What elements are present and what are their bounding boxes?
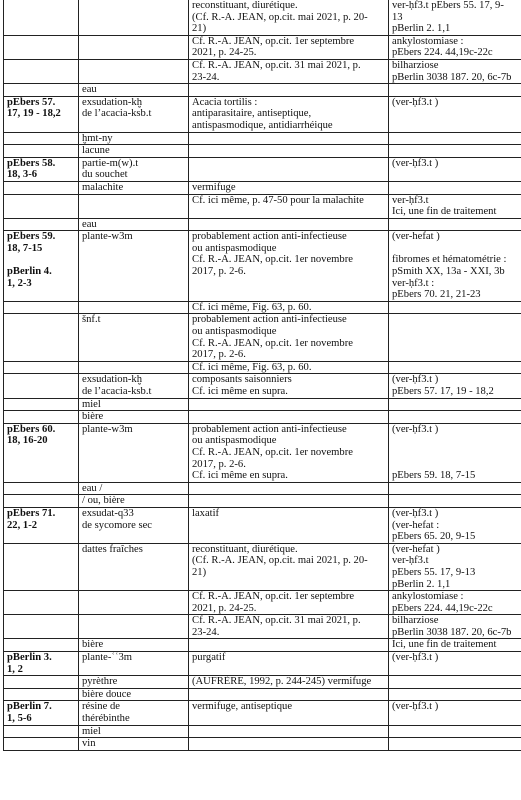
cell-c4 xyxy=(389,482,521,495)
cell-text: pEbers 57. 17, 19 - 18,2 xyxy=(7,96,61,120)
cell-text: Cf. ici même, p. 47-50 pour la malachite xyxy=(192,194,364,206)
cell-c2 xyxy=(79,374,189,398)
cell-text: Acacia tortilis : antiparasitaire, antiseptique, antispasmodique, antidiarrhéique xyxy=(192,96,333,131)
cell-text: dattes fraîches xyxy=(82,543,143,555)
cell-c1 xyxy=(4,231,79,302)
cell-c2 xyxy=(79,218,189,231)
table-row xyxy=(4,181,521,194)
cell-c3 xyxy=(189,738,389,751)
cell-text: Cf. R.-A. JEAN, op.cit. 31 mai 2021, p. 23-24. xyxy=(192,59,361,83)
cell-text: purgatif xyxy=(192,652,226,664)
cell-text: eau xyxy=(82,218,97,230)
cell-c2 xyxy=(79,591,189,615)
cell-c1 xyxy=(4,301,79,314)
cell-text: probablement action anti-infectieuse ou antispasmodique Cf. R.-A. JEAN, op.cit. 1er novembre 2017, p. 2-6. xyxy=(192,231,353,278)
cell-c4 xyxy=(389,181,521,194)
cell-c3 xyxy=(189,84,389,97)
cell-c1 xyxy=(4,218,79,231)
cell-text: bilharziose pBerlin 3038 187. 20, 6c-7b xyxy=(392,615,512,638)
cell-c3 xyxy=(189,231,389,302)
cell-text: pEbers 59. 18, 7-15 pBerlin 4. 1, 2-3 xyxy=(7,231,56,289)
cell-c3 xyxy=(189,591,389,615)
cell-text: bière xyxy=(82,639,104,651)
cell-text: (ver-ḥf3.t ) xyxy=(392,157,439,169)
cell-c2 xyxy=(79,701,189,725)
cell-c2 xyxy=(79,157,189,181)
table-row xyxy=(4,132,521,145)
cell-c1 xyxy=(4,361,79,374)
cell-c1 xyxy=(4,725,79,738)
cell-text: ver-ḥf3.t pEbers 55. 17, 9- 13 pBerlin 2. 1,1 xyxy=(392,0,504,35)
cell-c1 xyxy=(4,157,79,181)
table-row xyxy=(4,218,521,231)
cell-c4 xyxy=(389,96,521,132)
cell-text: lacune xyxy=(82,145,110,157)
cell-c3 xyxy=(189,301,389,314)
cell-c1 xyxy=(4,59,79,83)
cell-c2 xyxy=(79,314,189,361)
cell-c2 xyxy=(79,652,189,676)
cell-c3 xyxy=(189,145,389,158)
table-row xyxy=(4,231,521,302)
cell-c1 xyxy=(4,639,79,652)
cell-c1 xyxy=(4,145,79,158)
cell-text: plante-ʿʿ3m xyxy=(82,652,133,664)
cell-c3 xyxy=(189,725,389,738)
cell-text: Cf. ici même, Fig. 63, p. 60. xyxy=(192,361,312,373)
cell-c1 xyxy=(4,495,79,508)
cell-c2 xyxy=(79,615,189,639)
cell-text: (ver-ḥf3.t ) xyxy=(392,96,439,108)
cell-c4 xyxy=(389,84,521,97)
cell-c4 xyxy=(389,145,521,158)
table-row xyxy=(4,96,521,132)
cell-c2 xyxy=(79,231,189,302)
cell-c3 xyxy=(189,701,389,725)
cell-c4 xyxy=(389,676,521,689)
cell-text: Cf. R.-A. JEAN, op.cit. 1er septembre 2021, p. 24-25. xyxy=(192,591,355,614)
cell-c3 xyxy=(189,507,389,543)
cell-c3 xyxy=(189,639,389,652)
cell-c1 xyxy=(4,615,79,639)
cell-c1 xyxy=(4,314,79,361)
table-row xyxy=(4,688,521,701)
cell-c1 xyxy=(4,374,79,398)
cell-text: (ver-hefat ) fibromes et hématométrie : pSmith XX, 13a - XXI, 3b ver-ḥf3.t : pEbers 70. 21, 21-23 xyxy=(392,231,507,301)
cell-text: (ver-hefat ) ver-ḥf3.t pEbers 55. 17, 9-13 pBerlin 2. 1,1 xyxy=(392,543,476,590)
table-row xyxy=(4,361,521,374)
cell-c2 xyxy=(79,84,189,97)
cell-text: (ver-ḥf3.t ) pEbers 59. 18, 7-15 xyxy=(392,423,476,482)
cell-text: pyrèthre xyxy=(82,676,118,688)
cell-c2 xyxy=(79,35,189,59)
table-row xyxy=(4,59,521,83)
table-row xyxy=(4,738,521,751)
table-row xyxy=(4,701,521,725)
cell-c3 xyxy=(189,495,389,508)
cell-c3 xyxy=(189,482,389,495)
cell-c1 xyxy=(4,676,79,689)
table-row xyxy=(4,314,521,361)
cell-c3 xyxy=(189,374,389,398)
cell-c4 xyxy=(389,361,521,374)
cell-text: pEbers 60. 18, 16-20 xyxy=(7,423,56,447)
cell-c1 xyxy=(4,507,79,543)
cell-c2 xyxy=(79,423,189,482)
cell-c4 xyxy=(389,591,521,615)
cell-text: vermifuge xyxy=(192,181,236,193)
cell-c3 xyxy=(189,676,389,689)
cell-c1 xyxy=(4,194,79,218)
cell-c2 xyxy=(79,507,189,543)
cell-text: pEbers 58. 18, 3-6 xyxy=(7,157,56,181)
cell-text: laxatif xyxy=(192,507,220,519)
cell-text: eau / xyxy=(82,482,103,494)
cell-c4 xyxy=(389,157,521,181)
cell-c3 xyxy=(189,194,389,218)
cell-c2 xyxy=(79,482,189,495)
cell-c4 xyxy=(389,738,521,751)
cell-c3 xyxy=(189,35,389,59)
cell-c4 xyxy=(389,35,521,59)
cell-c1 xyxy=(4,35,79,59)
table-row xyxy=(4,398,521,411)
cell-c2 xyxy=(79,543,189,590)
cell-c4 xyxy=(389,507,521,543)
table-row xyxy=(4,0,521,35)
cell-text: ankylostomiase : pEbers 224. 44,19c-22c xyxy=(392,35,493,59)
cell-text: eau xyxy=(82,84,97,96)
cell-c2 xyxy=(79,194,189,218)
table-row xyxy=(4,482,521,495)
cell-c1 xyxy=(4,132,79,145)
cell-text: reconstituant, diurétique. (Cf. R.-A. JEAN, op.cit. mai 2021, p. 20- 21) xyxy=(192,543,368,578)
cell-text: bilharziose pBerlin 3038 187. 20, 6c-7b xyxy=(392,59,512,83)
cell-c2 xyxy=(79,96,189,132)
cell-c2 xyxy=(79,688,189,701)
table-row xyxy=(4,639,521,652)
cell-c4 xyxy=(389,398,521,411)
table-row xyxy=(4,543,521,590)
cell-c4 xyxy=(389,218,521,231)
cell-text: Cf. R.-A. JEAN, op.cit. 1er septembre 2021, p. 24-25. xyxy=(192,35,355,59)
remedies-table xyxy=(3,0,521,751)
cell-c3 xyxy=(189,181,389,194)
cell-c4 xyxy=(389,423,521,482)
cell-c2 xyxy=(79,725,189,738)
table-row xyxy=(4,194,521,218)
table-row xyxy=(4,615,521,639)
cell-c1 xyxy=(4,482,79,495)
table-row xyxy=(4,157,521,181)
cell-c1 xyxy=(4,411,79,424)
cell-c3 xyxy=(189,218,389,231)
cell-c1 xyxy=(4,84,79,97)
cell-c2 xyxy=(79,738,189,751)
cell-c3 xyxy=(189,132,389,145)
cell-text: miel xyxy=(82,725,101,737)
cell-c4 xyxy=(389,543,521,590)
cell-c4 xyxy=(389,194,521,218)
cell-c2 xyxy=(79,411,189,424)
cell-c4 xyxy=(389,59,521,83)
cell-text: partie-m(w).t du souchet xyxy=(82,157,139,181)
cell-text: Ici, une fin de traitement xyxy=(392,639,497,651)
cell-c1 xyxy=(4,0,79,35)
table-row xyxy=(4,725,521,738)
cell-c4 xyxy=(389,639,521,652)
table-row xyxy=(4,374,521,398)
cell-c1 xyxy=(4,701,79,725)
cell-text: Cf. R.-A. JEAN, op.cit. 31 mai 2021, p. 23-24. xyxy=(192,615,361,638)
cell-text: bière douce xyxy=(82,688,132,700)
cell-c2 xyxy=(79,639,189,652)
cell-c3 xyxy=(189,411,389,424)
cell-c4 xyxy=(389,314,521,361)
cell-text: malachite xyxy=(82,181,124,193)
cell-c1 xyxy=(4,423,79,482)
cell-c3 xyxy=(189,398,389,411)
cell-text: exsudation-kḫ de l’acacia-ksb.t xyxy=(82,96,152,120)
cell-text: (ver-ḥf3.t ) xyxy=(392,701,439,713)
cell-text: Cf. ici même, Fig. 63, p. 60. xyxy=(192,301,312,313)
cell-text: ankylostomiase : pEbers 224. 44,19c-22c xyxy=(392,591,493,614)
cell-c2 xyxy=(79,676,189,689)
cell-text: composants saisonniers Cf. ici même en supra. xyxy=(192,374,292,397)
cell-c4 xyxy=(389,301,521,314)
cell-text: ḫmt-ny xyxy=(82,132,113,144)
cell-text: vin xyxy=(82,738,96,750)
table-row xyxy=(4,84,521,97)
cell-c3 xyxy=(189,59,389,83)
cell-c3 xyxy=(189,314,389,361)
cell-text: miel xyxy=(82,398,101,410)
table-row xyxy=(4,507,521,543)
cell-c3 xyxy=(189,652,389,676)
cell-c1 xyxy=(4,96,79,132)
cell-c2 xyxy=(79,301,189,314)
cell-c3 xyxy=(189,543,389,590)
cell-c2 xyxy=(79,145,189,158)
table-row xyxy=(4,423,521,482)
cell-text: pBerlin 7. 1, 5-6 xyxy=(7,701,52,725)
cell-c4 xyxy=(389,701,521,725)
cell-text: pEbers 71. 22, 1-2 xyxy=(7,507,56,531)
cell-c1 xyxy=(4,398,79,411)
cell-text: / ou, bière xyxy=(82,495,125,507)
cell-c1 xyxy=(4,181,79,194)
cell-c1 xyxy=(4,591,79,615)
table-body xyxy=(4,0,521,750)
cell-text: probablement action anti-infectieuse ou antispasmodique Cf. R.-A. JEAN, op.cit. 1er novembre 2017, p. 2-6. xyxy=(192,314,353,361)
cell-text: exsudat-q33 de sycomore sec xyxy=(82,507,153,531)
cell-c2 xyxy=(79,181,189,194)
cell-c4 xyxy=(389,132,521,145)
cell-c3 xyxy=(189,0,389,35)
cell-c4 xyxy=(389,615,521,639)
cell-c4 xyxy=(389,374,521,398)
cell-text: šnf.t xyxy=(82,314,101,326)
cell-c3 xyxy=(189,96,389,132)
cell-text: (ver-ḥf3.t ) pEbers 57. 17, 19 - 18,2 xyxy=(392,374,494,397)
cell-c2 xyxy=(79,0,189,35)
cell-c4 xyxy=(389,652,521,676)
cell-text: reconstituant, diurétique. (Cf. R.-A. JEAN, op.cit. mai 2021, p. 20- 21) xyxy=(192,0,368,35)
cell-c1 xyxy=(4,652,79,676)
cell-text: (ver-ḥf3.t ) (ver-hefat : pEbers 65. 20, 9-15 xyxy=(392,507,476,543)
cell-c1 xyxy=(4,738,79,751)
cell-text: probablement action anti-infectieuse ou antispasmodique Cf. R.-A. JEAN, op.cit. 1er novembre 2017, p. 2-6. Cf. ici même en supra. xyxy=(192,423,353,482)
cell-c2 xyxy=(79,495,189,508)
cell-c1 xyxy=(4,688,79,701)
cell-c1 xyxy=(4,543,79,590)
cell-text: ver-ḥf3.t Ici, une fin de traitement xyxy=(392,194,497,218)
cell-text: pBerlin 3. 1, 2 xyxy=(7,652,52,675)
cell-c4 xyxy=(389,411,521,424)
cell-text: bière xyxy=(82,411,104,423)
table-row xyxy=(4,652,521,676)
cell-c3 xyxy=(189,361,389,374)
cell-c4 xyxy=(389,688,521,701)
cell-text: résine de thérébinthe xyxy=(82,701,130,725)
cell-text: exsudation-kḫ de l’acacia-ksb.t xyxy=(82,374,152,397)
table-row xyxy=(4,495,521,508)
cell-c3 xyxy=(189,615,389,639)
cell-c4 xyxy=(389,495,521,508)
table-row xyxy=(4,411,521,424)
table-row xyxy=(4,145,521,158)
cell-c3 xyxy=(189,688,389,701)
table-row xyxy=(4,676,521,689)
table-row xyxy=(4,591,521,615)
cell-text: vermifuge, antiseptique xyxy=(192,701,293,713)
table-row xyxy=(4,301,521,314)
cell-c4 xyxy=(389,231,521,302)
cell-c4 xyxy=(389,0,521,35)
cell-c3 xyxy=(189,423,389,482)
cell-text: (ver-ḥf3.t ) xyxy=(392,652,439,664)
cell-text: plante-w3m xyxy=(82,231,133,243)
cell-c2 xyxy=(79,132,189,145)
cell-text: plante-w3m xyxy=(82,423,133,435)
cell-c2 xyxy=(79,59,189,83)
cell-text: (AUFRÈRE, 1992, p. 244-245) vermifuge xyxy=(192,676,372,688)
table-row xyxy=(4,35,521,59)
cell-c3 xyxy=(189,157,389,181)
cell-c4 xyxy=(389,725,521,738)
cell-c2 xyxy=(79,398,189,411)
cell-c2 xyxy=(79,361,189,374)
